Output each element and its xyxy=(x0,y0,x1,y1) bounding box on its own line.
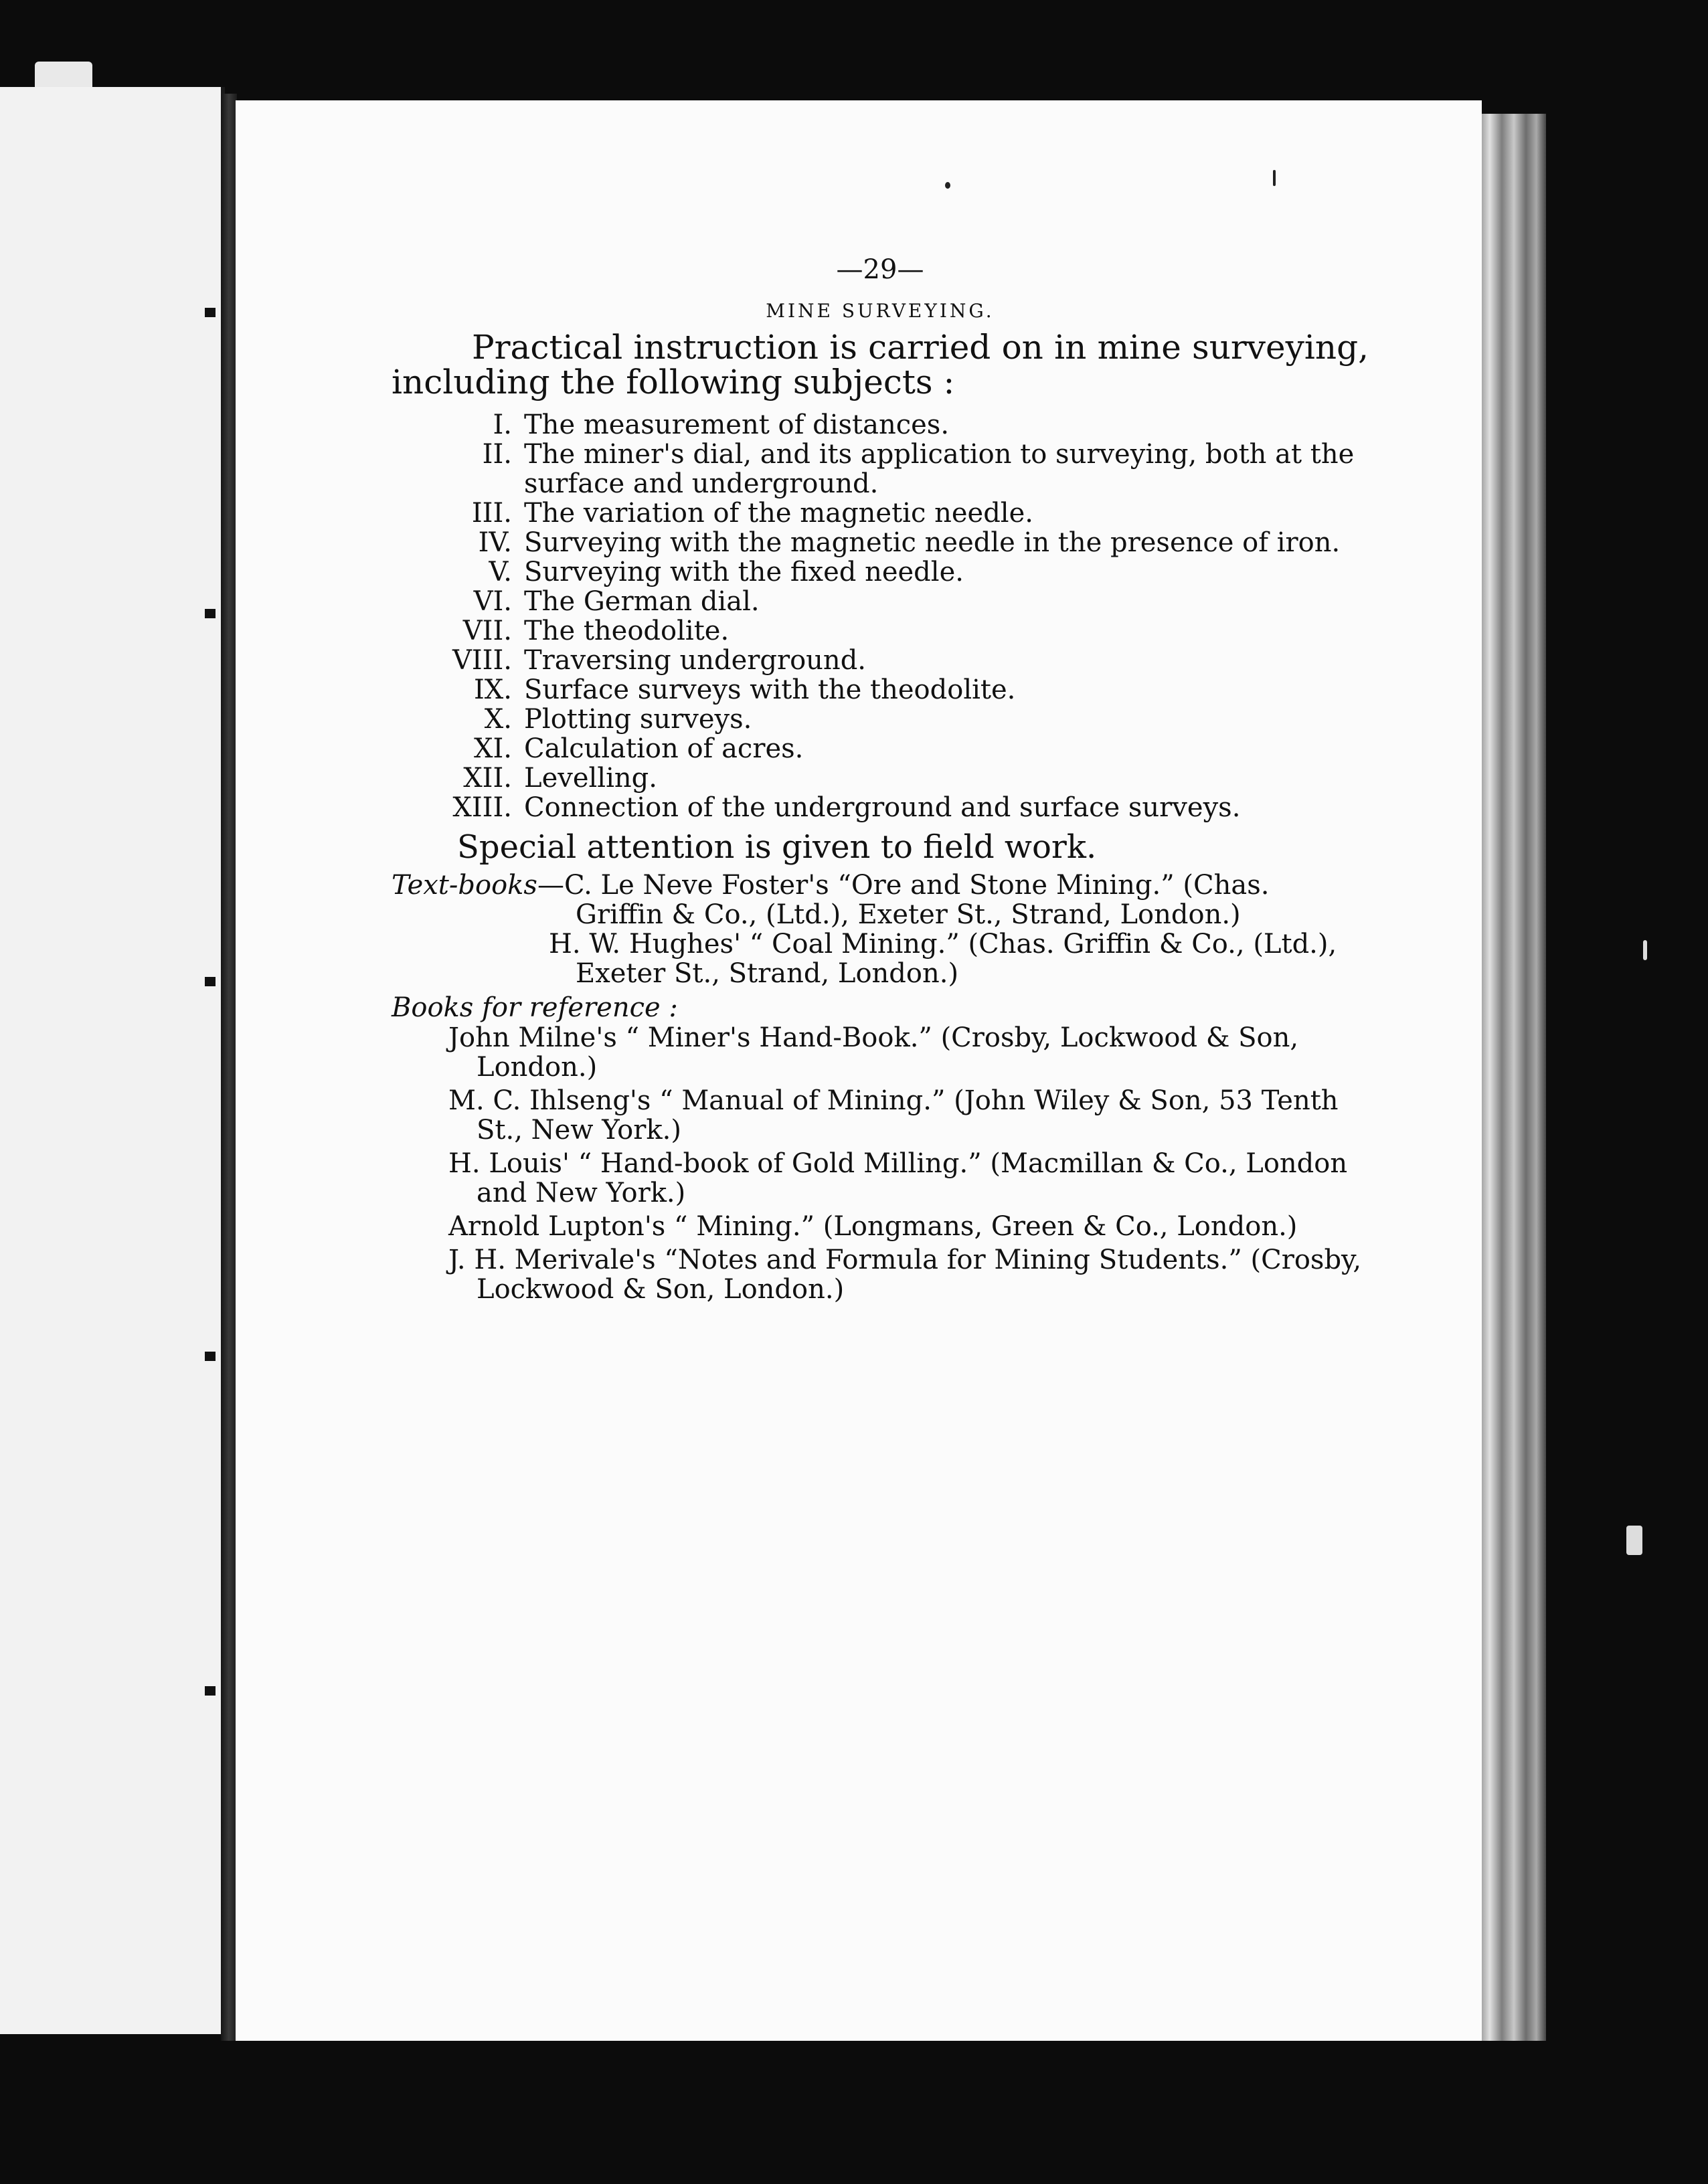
page-content xyxy=(392,254,1369,1308)
item-number: X. xyxy=(484,704,512,735)
item-number: III. xyxy=(471,498,512,529)
references-heading: Books for reference : xyxy=(392,992,678,1023)
left-page xyxy=(0,87,225,2034)
reference-line-continued: St., New York.) xyxy=(477,1115,681,1146)
speck xyxy=(1273,170,1276,186)
item-number: VIII. xyxy=(452,645,512,676)
list-item xyxy=(392,410,1369,440)
page-number: —29— xyxy=(836,254,924,285)
item-text: The variation of the magnetic needle. xyxy=(524,498,1033,529)
textbooks-label: Text-books xyxy=(392,870,537,901)
reference-line: H. Louis' “ Hand-book of Gold Milling.” (Macmillan & Co., London xyxy=(448,1148,1348,1179)
binding-mark xyxy=(205,1352,216,1361)
list-item xyxy=(392,734,1369,763)
speck xyxy=(1626,1526,1642,1555)
list-item xyxy=(392,705,1369,734)
item-text: Connection of the underground and surface surveys. xyxy=(524,792,1241,823)
item-number: I. xyxy=(493,410,512,440)
item-number: VI. xyxy=(473,586,512,617)
intro-paragraph: Practical instruction is carried on in mine surveying, including the following subjects : xyxy=(392,328,1369,401)
textbook-text: —C. Le Neve Foster's “Ore and Stone Mining.” (Chas. xyxy=(537,870,1270,901)
reference-line: John Milne's “ Miner's Hand-Book.” (Crosby, Lockwood & Son, xyxy=(448,1022,1299,1053)
speck xyxy=(945,182,950,189)
book-gutter xyxy=(221,94,237,2041)
textbook-entry: H. W. Hughes' “ Coal Mining.” (Chas. Griffin & Co., (Ltd.), xyxy=(549,929,1337,960)
item-number: XII. xyxy=(463,763,512,794)
item-number: XIII. xyxy=(452,792,512,823)
item-text: Traversing underground. xyxy=(524,645,867,676)
list-item xyxy=(392,498,1369,528)
speck xyxy=(1643,940,1647,960)
field-work-note: Special attention is given to field work. xyxy=(457,828,1097,866)
reference-line: M. C. Ihlseng's “ Manual of Mining.” (John Wiley & Son, 53 Tenth xyxy=(448,1085,1339,1116)
section-title: MINE SURVEYING. xyxy=(766,300,995,322)
reference-line: Arnold Lupton's “ Mining.” (Longmans, Green & Co., London.) xyxy=(448,1211,1298,1242)
textbook-entry xyxy=(392,871,1369,900)
item-text: Surveying with the magnetic needle in the presence of iron. xyxy=(524,527,1341,558)
list-item xyxy=(392,793,1369,822)
reference-entry xyxy=(392,1149,1369,1208)
reference-line-continued: Lockwood & Son, London.) xyxy=(477,1274,845,1305)
item-number: IX. xyxy=(474,674,512,705)
binding-mark xyxy=(205,609,216,618)
reference-entry xyxy=(392,1212,1369,1241)
list-item xyxy=(392,557,1369,587)
textbook-text-continued: Exeter St., Strand, London.) xyxy=(576,958,959,989)
item-number: VII. xyxy=(462,616,512,646)
reference-entry xyxy=(392,1245,1369,1304)
item-text: The measurement of distances. xyxy=(524,410,950,440)
item-text: Levelling. xyxy=(524,763,657,794)
list-item xyxy=(392,528,1369,557)
list-item xyxy=(392,675,1369,705)
list-item xyxy=(392,616,1369,646)
subject-list xyxy=(392,410,1369,822)
list-item xyxy=(392,440,1369,498)
reference-line-continued: London.) xyxy=(477,1052,598,1083)
list-item xyxy=(392,763,1369,793)
item-text: The miner's dial, and its application to surveying, both at the surface and underground. xyxy=(524,439,1355,499)
binding-mark xyxy=(205,977,216,986)
item-number: XI. xyxy=(474,733,512,764)
reference-line-continued: and New York.) xyxy=(477,1178,686,1208)
list-item xyxy=(392,587,1369,616)
item-text: Calculation of acres. xyxy=(524,733,804,764)
item-text: Plotting surveys. xyxy=(524,704,752,735)
item-number: II. xyxy=(482,439,512,470)
item-number: IV. xyxy=(478,527,512,558)
item-text: The theodolite. xyxy=(524,616,730,646)
reference-entry xyxy=(392,1023,1369,1082)
list-item xyxy=(392,646,1369,675)
textbooks-block xyxy=(392,871,1369,988)
reference-entry xyxy=(392,1086,1369,1145)
item-text: Surface surveys with the theodolite. xyxy=(524,674,1016,705)
textbook-text-continued: Griffin & Co., (Ltd.), Exeter St., Strand, London.) xyxy=(576,899,1241,930)
binding-mark xyxy=(205,1686,216,1696)
reference-line: J. H. Merivale's “Notes and Formula for Mining Students.” (Crosby, xyxy=(448,1245,1362,1275)
item-text: The German dial. xyxy=(524,586,760,617)
binding-mark xyxy=(205,308,216,317)
item-text: Surveying with the fixed needle. xyxy=(524,557,964,587)
item-number: V. xyxy=(489,557,512,587)
